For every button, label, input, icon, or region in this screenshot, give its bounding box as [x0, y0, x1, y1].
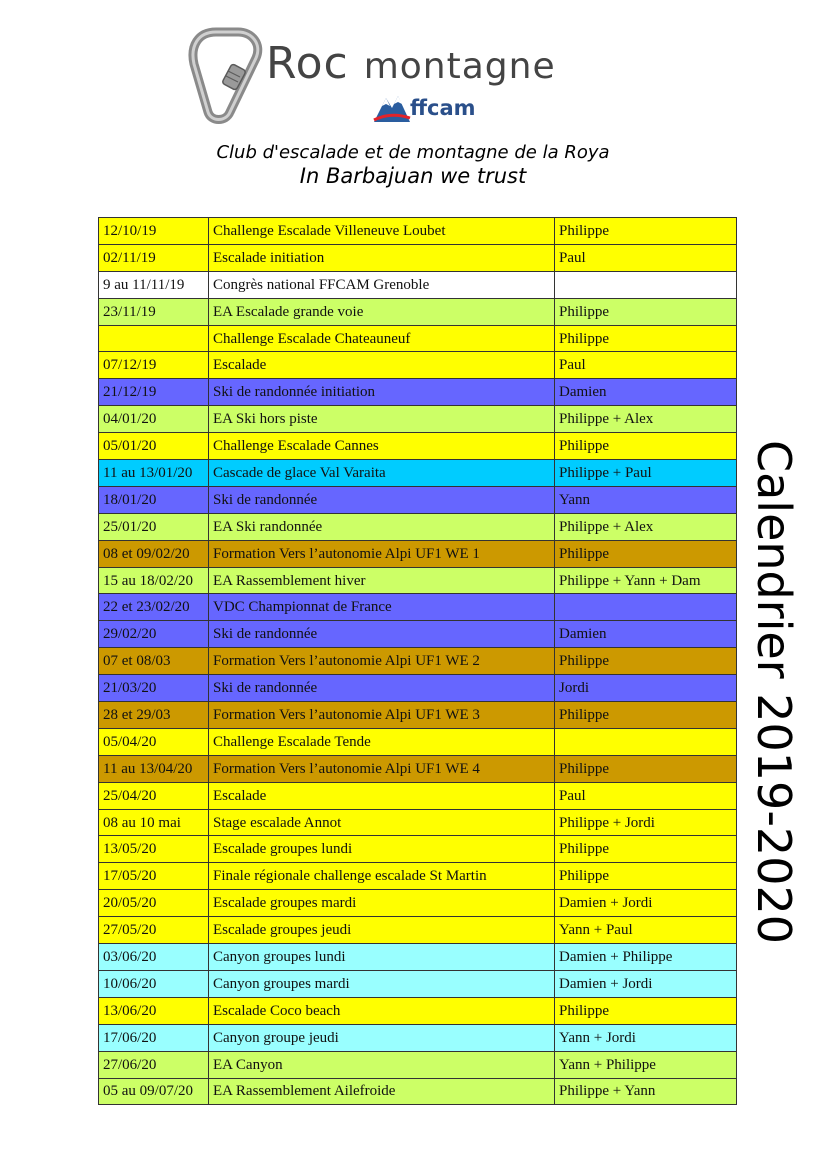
- table-row: [99, 621, 737, 648]
- event-cell: Challenge Escalade Chateauneuf: [209, 325, 555, 352]
- table-row: [99, 567, 737, 594]
- event-cell: Ski de randonnée: [209, 675, 555, 702]
- event-cell: Challenge Escalade Cannes: [209, 433, 555, 460]
- table-row: [99, 755, 737, 782]
- date-cell: 02/11/19: [99, 244, 209, 271]
- leader-cell: Philippe: [555, 433, 737, 460]
- table-row: [99, 675, 737, 702]
- leader-cell: Philippe: [555, 836, 737, 863]
- leader-cell: Damien + Jordi: [555, 970, 737, 997]
- date-cell: 07 et 08/03: [99, 648, 209, 675]
- date-cell: 11 au 13/01/20: [99, 460, 209, 487]
- table-row: [99, 917, 737, 944]
- table-row: [99, 1051, 737, 1078]
- date-cell: 20/05/20: [99, 890, 209, 917]
- date-cell: 22 et 23/02/20: [99, 594, 209, 621]
- date-cell: 9 au 11/11/19: [99, 271, 209, 298]
- leader-cell: Yann: [555, 486, 737, 513]
- date-cell: 04/01/20: [99, 406, 209, 433]
- table-row: [99, 325, 737, 352]
- leader-cell: Philippe: [555, 997, 737, 1024]
- table-row: [99, 218, 737, 245]
- leader-cell: Damien + Jordi: [555, 890, 737, 917]
- date-cell: 25/04/20: [99, 782, 209, 809]
- leader-cell: Damien: [555, 379, 737, 406]
- event-cell: EA Rassemblement Ailefroide: [209, 1078, 555, 1105]
- leader-cell: Philippe: [555, 325, 737, 352]
- table-row: [99, 1078, 737, 1105]
- event-cell: Ski de randonnée: [209, 621, 555, 648]
- club-name-part2: montagne: [363, 46, 556, 87]
- date-cell: 13/06/20: [99, 997, 209, 1024]
- table-row: [99, 809, 737, 836]
- leader-cell: Damien: [555, 621, 737, 648]
- event-cell: EA Ski hors piste: [209, 406, 555, 433]
- event-cell: Ski de randonnée initiation: [209, 379, 555, 406]
- date-cell: 28 et 29/03: [99, 702, 209, 729]
- table-row: [99, 486, 737, 513]
- date-cell: 10/06/20: [99, 970, 209, 997]
- leader-cell: Philippe + Alex: [555, 406, 737, 433]
- table-row: [99, 244, 737, 271]
- event-cell: VDC Championnat de France: [209, 594, 555, 621]
- leader-cell: Paul: [555, 782, 737, 809]
- leader-cell: Philippe: [555, 863, 737, 890]
- date-cell: 27/05/20: [99, 917, 209, 944]
- date-cell: 29/02/20: [99, 621, 209, 648]
- date-cell: 08 et 09/02/20: [99, 540, 209, 567]
- date-cell: 17/05/20: [99, 863, 209, 890]
- leader-cell: Damien + Philippe: [555, 944, 737, 971]
- table-row: [99, 970, 737, 997]
- leader-cell: Yann + Paul: [555, 917, 737, 944]
- leader-cell: Philippe: [555, 218, 737, 245]
- club-subtitle: Club d'escalade et de montagne de la Roya: [216, 142, 610, 163]
- table-row: [99, 406, 737, 433]
- table-row: [99, 460, 737, 487]
- event-cell: Escalade Coco beach: [209, 997, 555, 1024]
- event-cell: Congrès national FFCAM Grenoble: [209, 271, 555, 298]
- table-row: [99, 944, 737, 971]
- leader-cell: Philippe: [555, 648, 737, 675]
- calendar-body: [99, 218, 737, 1105]
- federation-name: ffcam: [410, 96, 476, 120]
- event-cell: Challenge Escalade Tende: [209, 728, 555, 755]
- table-row: [99, 433, 737, 460]
- leader-cell: Philippe + Alex: [555, 513, 737, 540]
- table-row: [99, 513, 737, 540]
- event-cell: Finale régionale challenge escalade St Martin: [209, 863, 555, 890]
- leader-cell: Philippe + Jordi: [555, 809, 737, 836]
- event-cell: Formation Vers l’autonomie Alpi UF1 WE 4: [209, 755, 555, 782]
- leader-cell: Philippe: [555, 298, 737, 325]
- table-row: [99, 594, 737, 621]
- event-cell: Formation Vers l’autonomie Alpi UF1 WE 3: [209, 702, 555, 729]
- leader-cell: Jordi: [555, 675, 737, 702]
- table-row: [99, 540, 737, 567]
- event-cell: Formation Vers l’autonomie Alpi UF1 WE 2: [209, 648, 555, 675]
- date-cell: 11 au 13/04/20: [99, 755, 209, 782]
- club-name: [266, 38, 556, 89]
- leader-cell: Philippe: [555, 755, 737, 782]
- event-cell: Stage escalade Annot: [209, 809, 555, 836]
- club-name-part1: Roc: [266, 38, 364, 89]
- table-row: [99, 836, 737, 863]
- date-cell: 27/06/20: [99, 1051, 209, 1078]
- date-cell: 18/01/20: [99, 486, 209, 513]
- leader-cell: Yann + Jordi: [555, 1024, 737, 1051]
- leader-cell: Philippe + Yann + Dam: [555, 567, 737, 594]
- table-row: [99, 997, 737, 1024]
- leader-cell: Philippe + Paul: [555, 460, 737, 487]
- date-cell: 17/06/20: [99, 1024, 209, 1051]
- date-cell: 21/03/20: [99, 675, 209, 702]
- event-cell: Canyon groupes lundi: [209, 944, 555, 971]
- event-cell: EA Escalade grande voie: [209, 298, 555, 325]
- club-motto: In Barbajuan we trust: [299, 164, 527, 188]
- date-cell: 25/01/20: [99, 513, 209, 540]
- event-cell: EA Ski randonnée: [209, 513, 555, 540]
- leader-cell: [555, 271, 737, 298]
- table-row: [99, 271, 737, 298]
- leader-cell: Paul: [555, 244, 737, 271]
- event-cell: Canyon groupe jeudi: [209, 1024, 555, 1051]
- event-cell: Cascade de glace Val Varaita: [209, 460, 555, 487]
- leader-cell: Paul: [555, 352, 737, 379]
- table-row: [99, 863, 737, 890]
- date-cell: 21/12/19: [99, 379, 209, 406]
- leader-cell: Philippe: [555, 540, 737, 567]
- event-cell: Escalade groupes lundi: [209, 836, 555, 863]
- date-cell: [99, 325, 209, 352]
- leader-cell: Philippe: [555, 702, 737, 729]
- date-cell: 15 au 18/02/20: [99, 567, 209, 594]
- table-row: [99, 890, 737, 917]
- mountain-logo-icon: [372, 92, 412, 126]
- event-cell: Escalade: [209, 782, 555, 809]
- date-cell: 08 au 10 mai: [99, 809, 209, 836]
- event-cell: Challenge Escalade Villeneuve Loubet: [209, 218, 555, 245]
- event-cell: Escalade groupes jeudi: [209, 917, 555, 944]
- event-cell: Formation Vers l’autonomie Alpi UF1 WE 1: [209, 540, 555, 567]
- calendar-table: [98, 217, 737, 1105]
- table-row: [99, 1024, 737, 1051]
- leader-cell: [555, 594, 737, 621]
- event-cell: Escalade: [209, 352, 555, 379]
- table-row: [99, 352, 737, 379]
- event-cell: Ski de randonnée: [209, 486, 555, 513]
- date-cell: 05/01/20: [99, 433, 209, 460]
- table-row: [99, 702, 737, 729]
- date-cell: 05/04/20: [99, 728, 209, 755]
- table-row: [99, 728, 737, 755]
- table-row: [99, 298, 737, 325]
- table-row: [99, 379, 737, 406]
- leader-cell: [555, 728, 737, 755]
- leader-cell: Philippe + Yann: [555, 1078, 737, 1105]
- event-cell: EA Rassemblement hiver: [209, 567, 555, 594]
- event-cell: Escalade initiation: [209, 244, 555, 271]
- event-cell: EA Canyon: [209, 1051, 555, 1078]
- table-row: [99, 648, 737, 675]
- carabiner-icon: [186, 24, 264, 124]
- date-cell: 03/06/20: [99, 944, 209, 971]
- date-cell: 23/11/19: [99, 298, 209, 325]
- table-row: [99, 782, 737, 809]
- date-cell: 12/10/19: [99, 218, 209, 245]
- event-cell: Escalade groupes mardi: [209, 890, 555, 917]
- date-cell: 13/05/20: [99, 836, 209, 863]
- date-cell: 05 au 09/07/20: [99, 1078, 209, 1105]
- event-cell: Canyon groupes mardi: [209, 970, 555, 997]
- leader-cell: Yann + Philippe: [555, 1051, 737, 1078]
- calendar-title: Calendrier 2019-2020: [747, 439, 801, 945]
- page-header: [0, 0, 826, 200]
- date-cell: 07/12/19: [99, 352, 209, 379]
